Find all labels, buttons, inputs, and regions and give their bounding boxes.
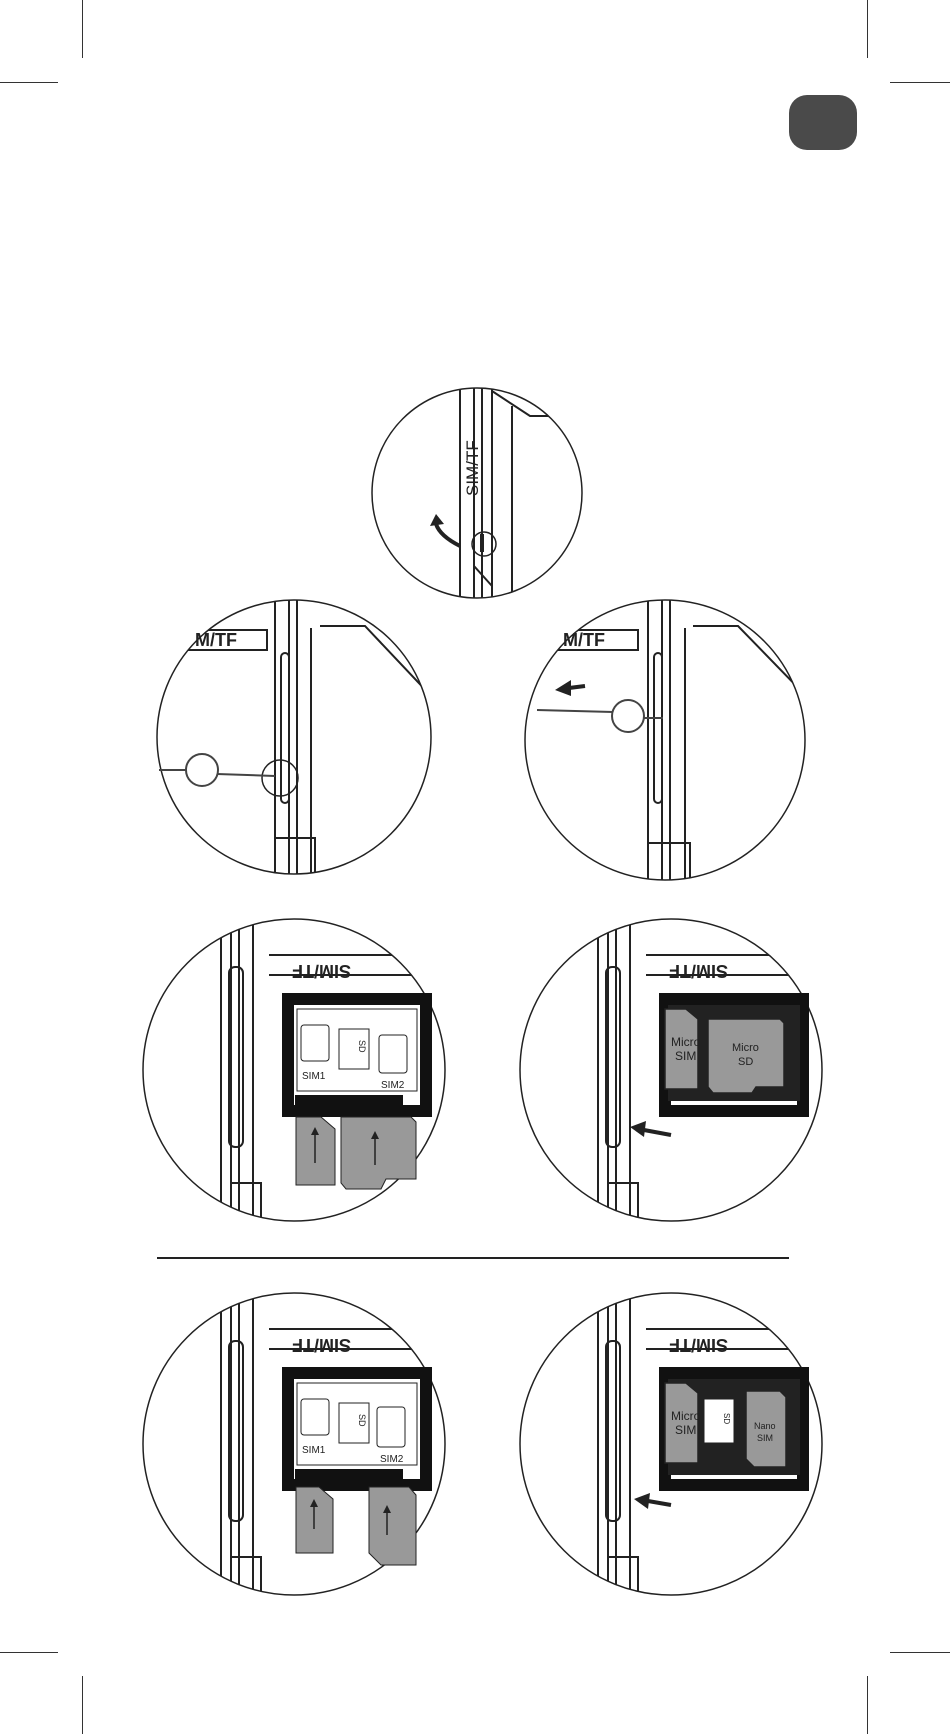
crop-mark-bottom-left-v bbox=[82, 1676, 83, 1734]
crop-mark-bottom-left-h bbox=[0, 1652, 58, 1653]
card-b-line1: Nano bbox=[754, 1421, 776, 1431]
sd-label: SD bbox=[357, 1040, 367, 1053]
slot-label: SIM/TF bbox=[463, 440, 482, 496]
step-insert-pin bbox=[155, 598, 433, 876]
step-tray-slots-a bbox=[141, 917, 447, 1223]
sd-label: SD bbox=[357, 1414, 367, 1427]
crop-mark-top-left-h bbox=[0, 82, 58, 83]
slot-label: SIM/TF bbox=[292, 961, 351, 981]
card-b-line2: SIM bbox=[757, 1433, 774, 1443]
slot-label: SIM/TF bbox=[669, 1335, 728, 1355]
crop-mark-top-right-v bbox=[867, 0, 868, 58]
sim1-label: SIM1 bbox=[302, 1445, 326, 1456]
card-b-line1: Micro bbox=[732, 1042, 759, 1054]
sim1-label: SIM1 bbox=[302, 1071, 326, 1082]
step-insert-cards-b bbox=[518, 1291, 824, 1597]
card-a-line1: Micro bbox=[671, 1409, 701, 1423]
page-tab-marker bbox=[789, 95, 857, 150]
card-a-line1: Micro bbox=[671, 1035, 701, 1049]
card-a-line2: SIM bbox=[675, 1049, 697, 1063]
card-a-line2: SIM bbox=[675, 1423, 697, 1437]
sim2-label: SIM2 bbox=[381, 1080, 405, 1091]
crop-mark-bottom-right-h bbox=[890, 1652, 950, 1653]
step-open-cover bbox=[370, 386, 584, 600]
slot-label: M/TF bbox=[195, 630, 237, 650]
card-b-line2: SD bbox=[738, 1056, 754, 1068]
slot-label: SIM/TF bbox=[292, 1335, 351, 1355]
step-insert-cards-a bbox=[518, 917, 824, 1223]
crop-mark-top-left-v bbox=[82, 0, 83, 58]
sim2-label: SIM2 bbox=[380, 1454, 404, 1465]
crop-mark-bottom-right-v bbox=[867, 1676, 868, 1734]
step-tray-slots-b bbox=[141, 1291, 447, 1597]
crop-mark-top-right-h bbox=[890, 82, 950, 83]
slot-label: SIM/TF bbox=[669, 961, 728, 981]
slot-label: M/TF bbox=[563, 630, 605, 650]
step-pull-tray bbox=[523, 598, 808, 883]
sd-label: SD bbox=[722, 1413, 731, 1425]
section-divider bbox=[157, 1257, 789, 1259]
